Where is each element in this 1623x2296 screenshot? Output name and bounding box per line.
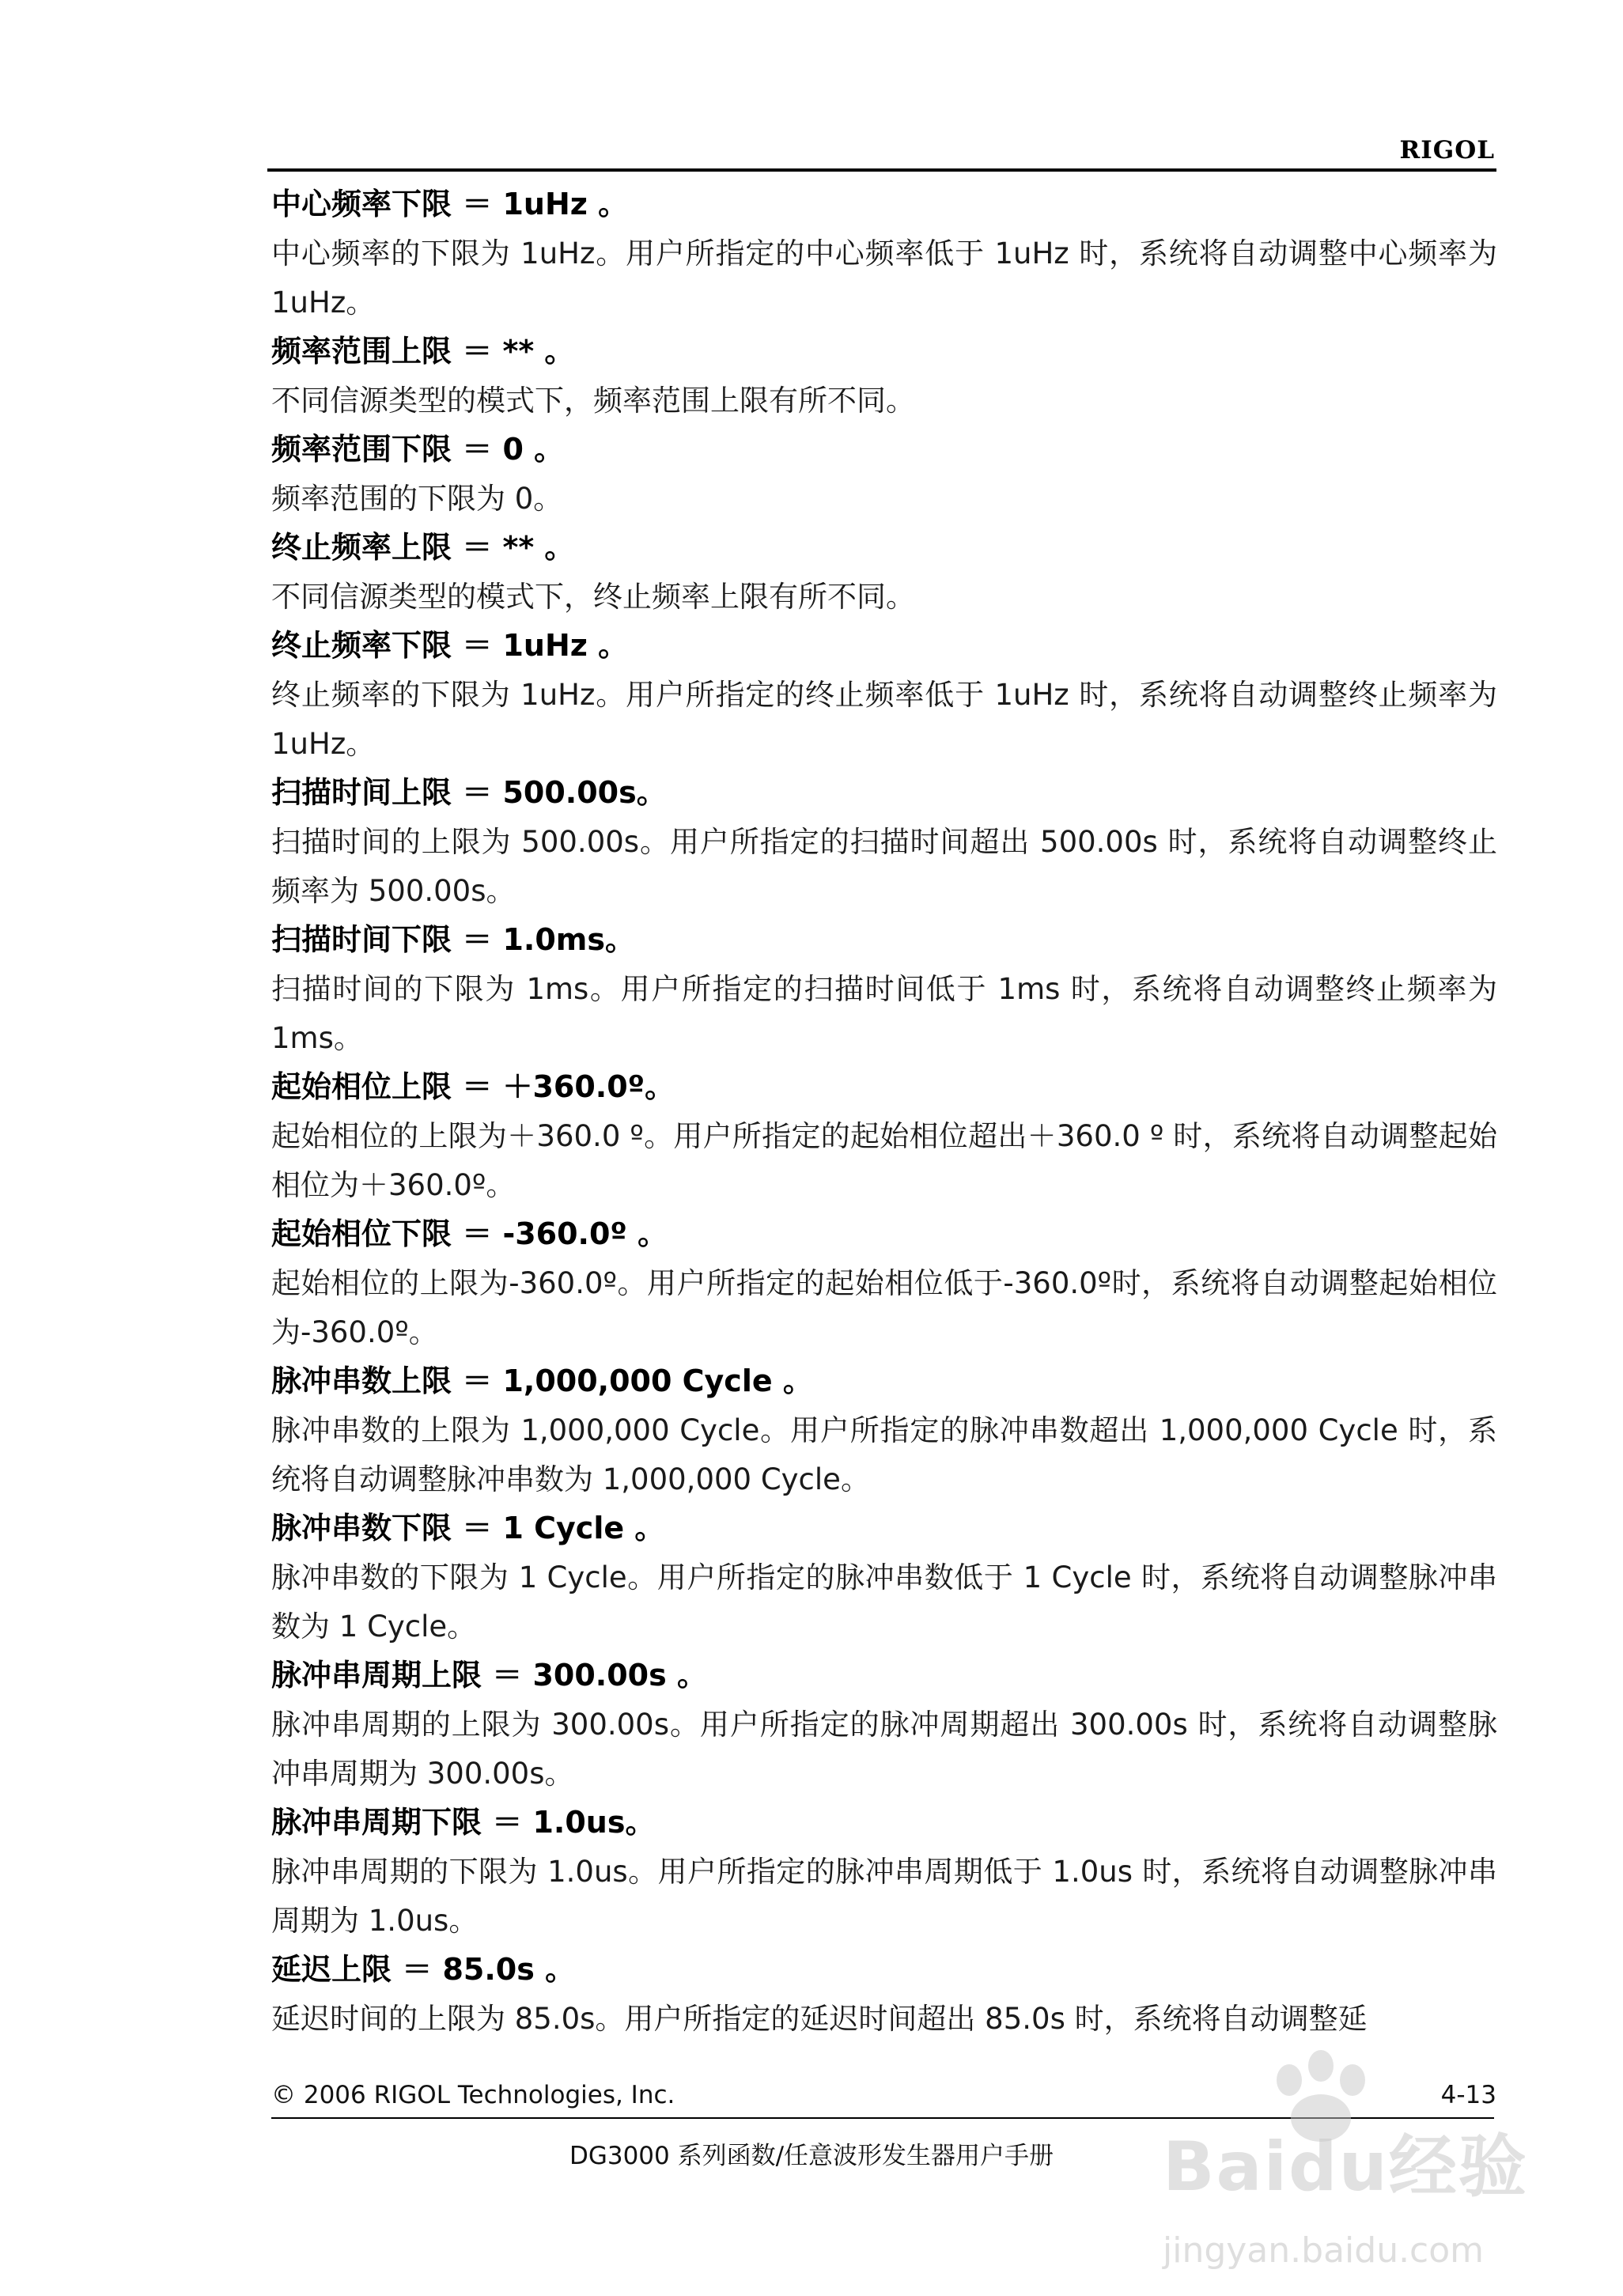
entry-sweep-time-min <box>271 916 1497 1063</box>
entry-heading: 脉冲串数下限 ＝ 1 Cycle 。 <box>271 1511 665 1545</box>
baidu-watermark <box>1155 2056 1566 2294</box>
entry-burst-period-min <box>271 1799 1497 1946</box>
entry-start-phase-max <box>271 1063 1497 1210</box>
header-rule <box>267 168 1496 172</box>
entry-description: 不同信源类型的模式下，频率范围上限有所不同。 <box>271 384 915 418</box>
entry-heading: 终止频率上限 ＝ ** 。 <box>271 530 575 565</box>
entry-freq-range-min <box>271 426 1497 524</box>
entry-description: 脉冲串周期的上限为 300.00s。用户所指定的脉冲周期超出 300.00s 时，系统将自动调整脉冲串周期为 300.00s。 <box>271 1708 1497 1791</box>
entry-description: 脉冲串数的下限为 1 Cycle。用户所指定的脉冲串数低于 1 Cycle 时，系统将自动调整脉冲串数为 1 Cycle。 <box>271 1560 1497 1644</box>
entry-burst-count-max <box>271 1357 1497 1504</box>
entry-description: 扫描时间的下限为 1ms。用户所指定的扫描时间低于 1ms 时，系统将自动调整终止频率为 1ms。 <box>271 972 1497 1055</box>
entry-description: 终止频率的下限为 1uHz。用户所指定的终止频率低于 1uHz 时，系统将自动调整终止频率为 1uHz。 <box>271 678 1497 761</box>
entry-description: 起始相位的上限为-360.0º。用户所指定的起始相位低于-360.0º时，系统将自动调整起始相位为-360.0º。 <box>271 1266 1497 1349</box>
entry-stop-freq-max <box>271 524 1497 622</box>
entry-description: 脉冲串数的上限为 1,000,000 Cycle。用户所指定的脉冲串数超出 1,000,000 Cycle 时，系统将自动调整脉冲串数为 1,000,000 Cycle。 <box>271 1413 1497 1496</box>
footer-copyright: © 2006 RIGOL Technologies, Inc. <box>271 2081 675 2109</box>
watermark-brand: Baidu经验 <box>1163 2128 1528 2207</box>
entry-heading: 脉冲串周期下限 ＝ 1.0us。 <box>271 1805 656 1840</box>
entry-description: 延迟时间的上限为 85.0s。用户所指定的延迟时间超出 85.0s 时，系统将自动调整延 <box>271 2002 1368 2036</box>
entry-burst-count-min <box>271 1504 1497 1651</box>
entry-burst-period-max <box>271 1651 1497 1799</box>
entry-heading: 频率范围上限 ＝ ** 。 <box>271 334 575 369</box>
entry-freq-range-max <box>271 327 1497 426</box>
entry-heading: 扫描时间上限 ＝ 500.00s。 <box>271 775 667 810</box>
document-body <box>271 180 1497 2044</box>
entry-heading: 中心频率下限 ＝ 1uHz 。 <box>271 187 629 221</box>
entry-heading: 起始相位上限 ＝ ＋360.0º。 <box>271 1069 675 1104</box>
entry-delay-max <box>271 1946 1497 2044</box>
entry-heading: 终止频率下限 ＝ 1uHz 。 <box>271 628 629 663</box>
entry-description: 扫描时间的上限为 500.00s。用户所指定的扫描时间超出 500.00s 时，系统将自动调整终止频率为 500.00s。 <box>271 825 1497 908</box>
footer-page-number: 4-13 <box>1440 2081 1496 2109</box>
entry-heading: 扫描时间下限 ＝ 1.0ms。 <box>271 922 635 957</box>
entry-heading: 延迟上限 ＝ 85.0s 。 <box>271 1952 576 1987</box>
entry-description: 频率范围的下限为 0。 <box>271 482 563 516</box>
entry-start-phase-min <box>271 1210 1497 1357</box>
entry-description: 中心频率的下限为 1uHz。用户所指定的中心频率低于 1uHz 时，系统将自动调整中心频率为 1uHz。 <box>271 236 1497 320</box>
entry-description: 起始相位的上限为＋360.0 º。用户所指定的起始相位超出＋360.0 º 时，系统将自动调整起始相位为＋360.0º。 <box>271 1119 1497 1202</box>
watermark-url: jingyan.baidu.com <box>1163 2230 1485 2271</box>
footer-manual-title: DG3000 系列函数/任意波形发生器用户手册 <box>569 2142 1054 2170</box>
entry-sweep-time-max <box>271 769 1497 916</box>
entry-heading: 起始相位下限 ＝ -360.0º 。 <box>271 1216 668 1251</box>
header-brand: RIGOL <box>1399 136 1495 165</box>
entry-stop-freq-min <box>271 622 1497 769</box>
entry-center-freq-min <box>271 180 1497 327</box>
entry-heading: 脉冲串数上限 ＝ 1,000,000 Cycle 。 <box>271 1364 813 1398</box>
entry-heading: 频率范围下限 ＝ 0 。 <box>271 432 565 467</box>
entry-heading: 脉冲串周期上限 ＝ 300.00s 。 <box>271 1658 707 1693</box>
entry-description: 脉冲串周期的下限为 1.0us。用户所指定的脉冲串周期低于 1.0us 时，系统将自动调整脉冲串周期为 1.0us。 <box>271 1855 1497 1938</box>
entry-description: 不同信源类型的模式下，终止频率上限有所不同。 <box>271 580 915 614</box>
